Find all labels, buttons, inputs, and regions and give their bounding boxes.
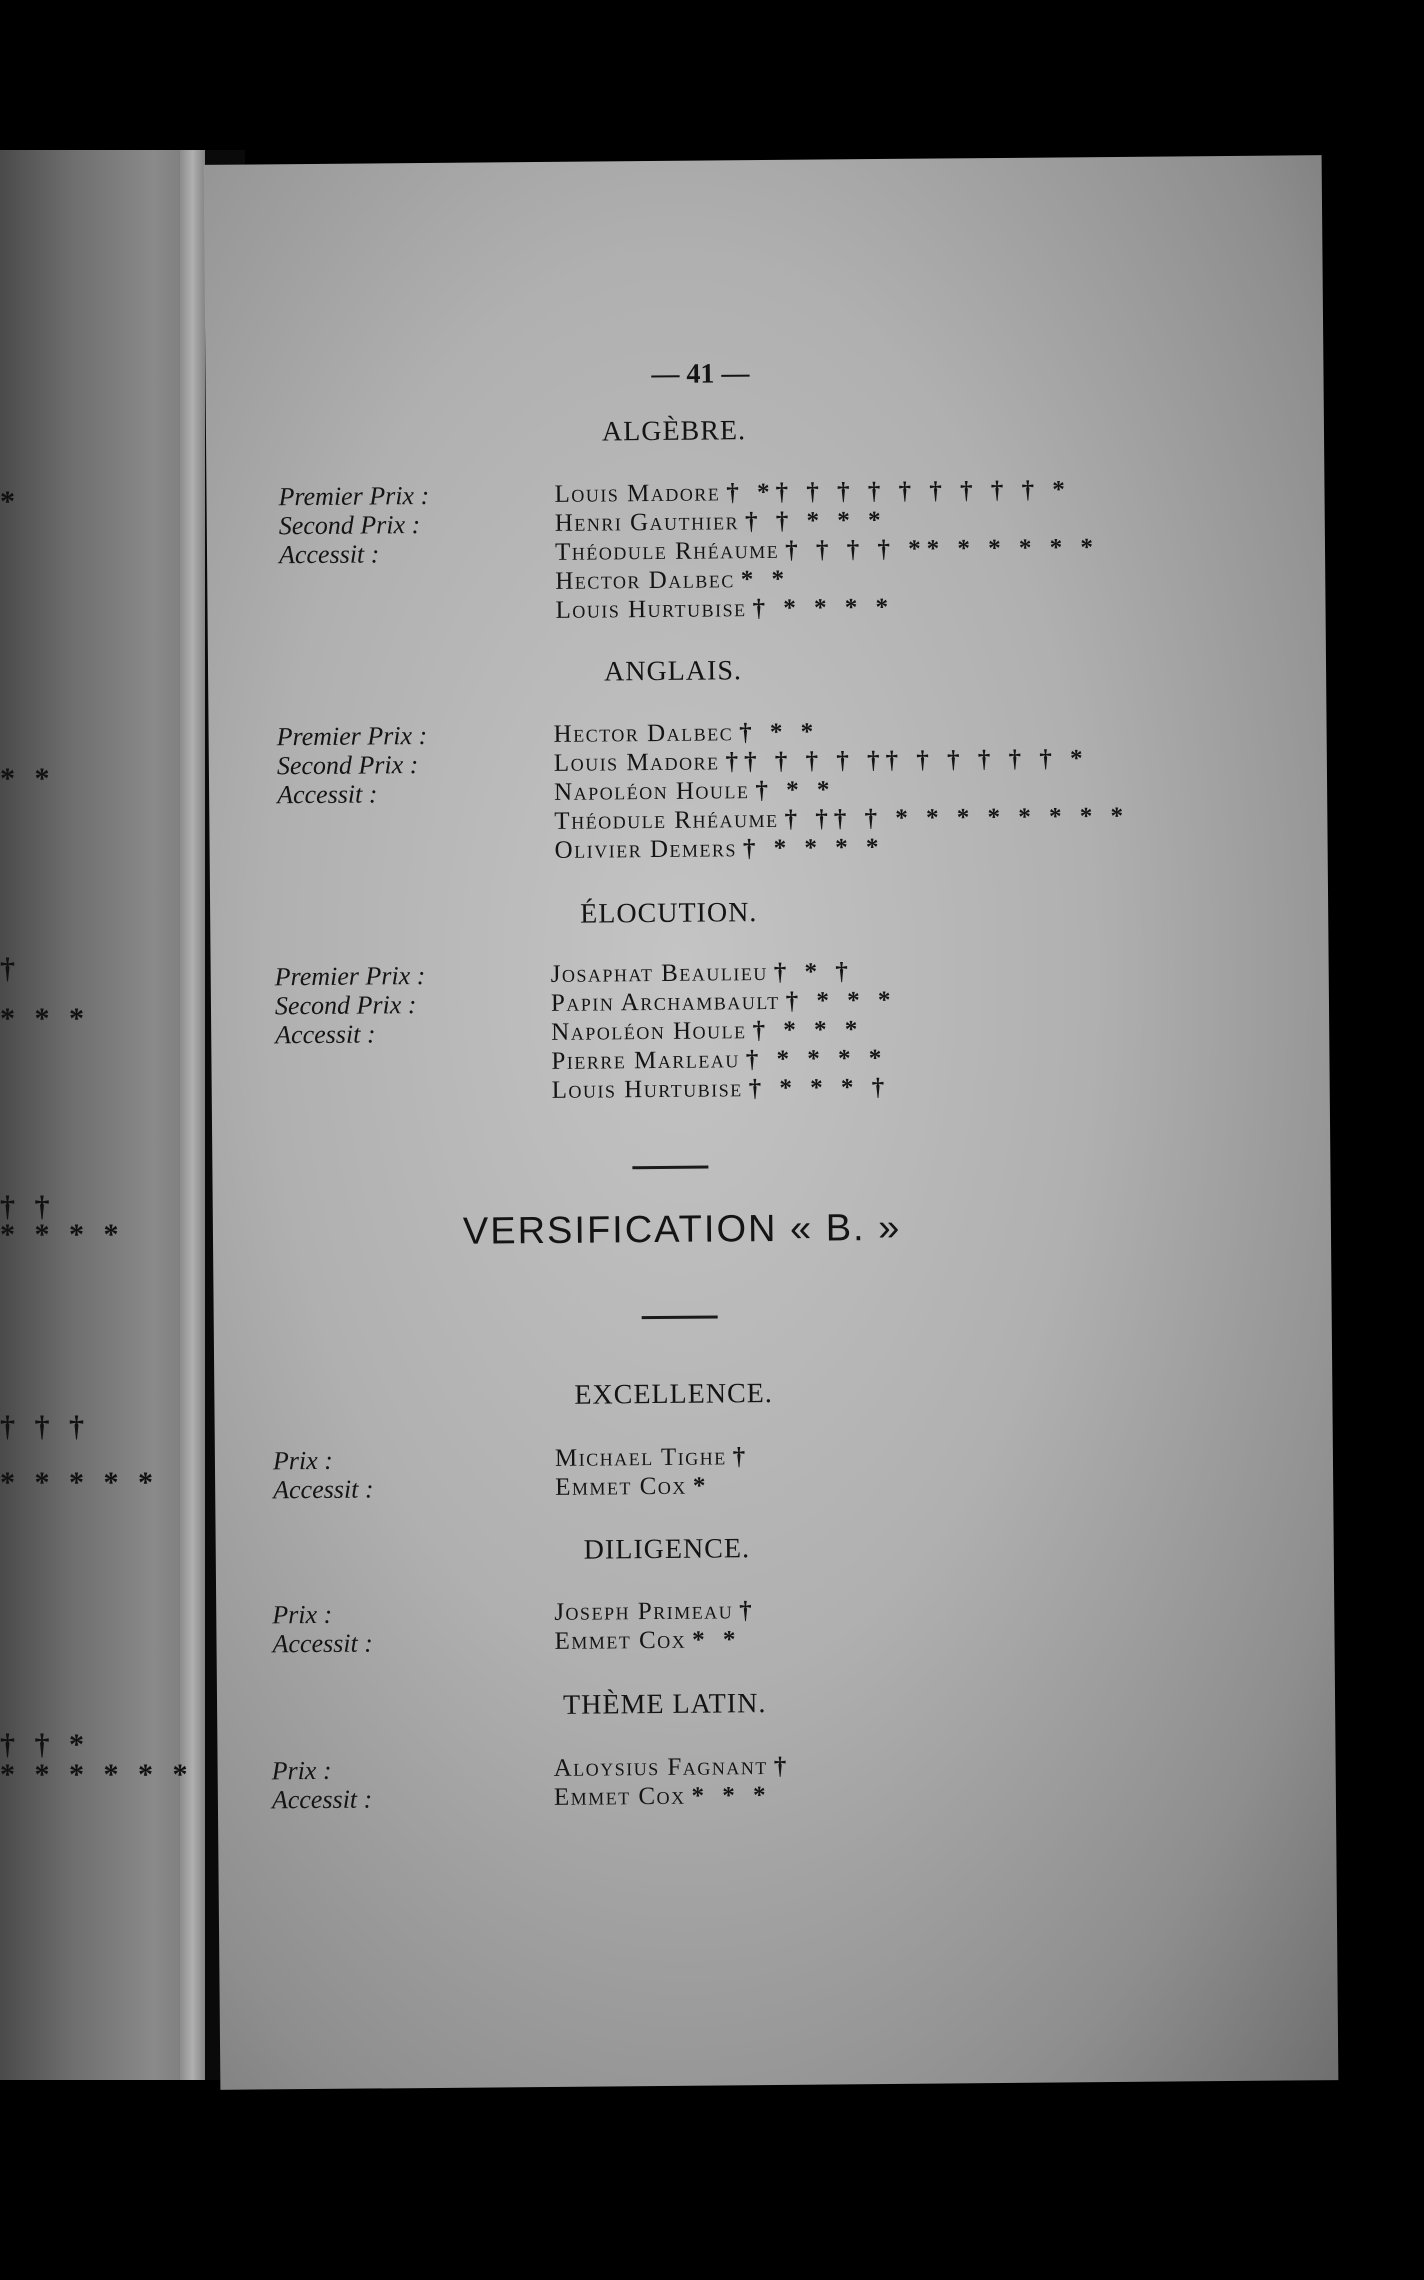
winner-row <box>555 591 1099 625</box>
winner-row <box>554 1752 793 1783</box>
winner-name: Hector Dalbec <box>555 566 735 595</box>
left-fragment-marks: * <box>0 485 21 518</box>
prize-labels <box>278 481 429 569</box>
winner-name: Théodule Rhéaume <box>554 536 780 566</box>
winner-row <box>555 504 1099 538</box>
prize-label: Accessit : <box>273 1474 374 1505</box>
merit-marks: † * * <box>739 718 820 747</box>
section-title-anglais: ANGLAIS. <box>603 655 743 688</box>
merit-marks: † * * <box>755 776 836 805</box>
merit-marks: * <box>692 1472 712 1500</box>
winners-list <box>553 715 1129 865</box>
winner-row <box>554 1781 793 1812</box>
prize-label: Prix : <box>272 1599 333 1630</box>
prize-label: Accessit : <box>272 1628 373 1659</box>
prize-label: Accessit : <box>278 539 380 570</box>
merit-marks: † <box>773 1752 793 1780</box>
prize-label: Premier Prix : <box>276 720 428 752</box>
winner-row <box>554 744 1129 778</box>
winner-name: Joseph Primeau <box>554 1597 734 1626</box>
prize-labels <box>272 1599 373 1658</box>
winner-row <box>555 1442 752 1473</box>
merit-marks: † †† † * * * * * * * * <box>784 802 1130 833</box>
winner-name: Théodule Rhéaume <box>554 805 779 835</box>
merit-marks: † * * * <box>752 1016 864 1045</box>
winner-row <box>554 802 1129 836</box>
left-page-fragment <box>0 150 205 2080</box>
winner-name: Emmet Cox <box>554 1626 687 1655</box>
winner-name: Josaphat Beaulieu <box>550 959 768 988</box>
left-fragment-marks: † † † <box>0 1410 90 1443</box>
winner-name: Louis Hurtubise <box>555 595 747 624</box>
winner-name: Aloysius Fagnant <box>553 1753 768 1782</box>
left-fragment-marks: † † <box>0 1190 56 1223</box>
merit-marks: † * † <box>773 958 854 986</box>
merit-marks: † * * * * <box>752 593 895 623</box>
prize-labels <box>275 961 426 1049</box>
winner-row <box>554 831 1129 865</box>
left-fragment-marks: * * * <box>0 1002 90 1035</box>
main-heading-versification: VERSIFICATION « B. » <box>462 1206 902 1253</box>
merit-marks: † * * * <box>785 986 897 1015</box>
merit-marks: † <box>739 1597 758 1625</box>
merit-marks: † * * * * <box>742 833 885 863</box>
left-fragment-marks: * * * * <box>0 1218 125 1251</box>
prize-label: Accessit : <box>276 779 378 810</box>
winner-name: Pierre Marleau <box>551 1046 740 1075</box>
merit-marks: †† † † † †† † † † † † * <box>725 745 1089 776</box>
winner-row <box>551 1015 897 1047</box>
winner-row <box>555 533 1099 567</box>
winner-name: Michael Tighe <box>554 1443 727 1472</box>
section-title-algebre: ALGÈBRE. <box>601 415 747 448</box>
prize-label: Accessit : <box>275 1019 376 1050</box>
winners-list <box>554 475 1099 625</box>
winners-list <box>554 1752 793 1812</box>
merit-marks: * * <box>740 565 791 594</box>
prize-label: Prix : <box>272 1445 333 1476</box>
winner-row <box>552 1073 898 1105</box>
divider-rule <box>632 1166 708 1170</box>
merit-marks: * * <box>692 1626 742 1654</box>
winner-row <box>554 1596 758 1627</box>
prize-label: Prix : <box>271 1755 332 1786</box>
winners-list <box>554 1596 758 1656</box>
winner-name: Olivier Demers <box>554 835 738 864</box>
winner-name: Papin Archambault <box>550 987 780 1017</box>
merit-marks: † <box>732 1443 752 1471</box>
left-fragment-marks: * * * * * <box>0 1466 159 1499</box>
winner-row <box>554 475 1098 509</box>
winner-row <box>551 957 897 989</box>
section-title-elocution: ÉLOCUTION. <box>580 897 758 930</box>
winner-name: Henri Gauthier <box>554 508 740 537</box>
left-fragment-marks: † <box>0 952 21 985</box>
prize-label: Second Prix : <box>276 750 419 781</box>
prize-labels <box>272 1756 373 1815</box>
prize-label: Premier Prix : <box>274 961 426 992</box>
prize-labels <box>276 721 427 809</box>
winner-name: Emmet Cox <box>553 1782 686 1811</box>
winner-name: Louis Hurtubise <box>551 1075 743 1104</box>
winner-row <box>554 1625 758 1656</box>
prize-label: Second Prix : <box>278 510 421 541</box>
merit-marks: † † * * * <box>744 506 887 536</box>
prize-label: Premier Prix : <box>278 480 430 512</box>
winner-name: Louis Madore <box>553 748 720 777</box>
prize-label: Second Prix : <box>274 990 417 1021</box>
section-title-diligence: DILIGENCE. <box>583 1533 751 1566</box>
page-number: — 41 — <box>651 358 750 391</box>
winners-list <box>551 957 898 1105</box>
merit-marks: † *† † † † † † † † † * <box>726 476 1071 507</box>
winner-row <box>551 1044 897 1076</box>
section-title-theme-latin: THÈME LATIN. <box>562 1688 767 1721</box>
winner-row <box>551 986 897 1018</box>
winner-row <box>555 562 1099 596</box>
winner-name: Louis Madore <box>554 479 721 508</box>
winner-name: Emmet Cox <box>555 1472 687 1501</box>
winner-row <box>555 1471 752 1502</box>
merit-marks: * * * <box>691 1782 772 1810</box>
left-fragment-marks: * * * * * * <box>0 1758 194 1791</box>
merit-marks: † * * * † <box>748 1073 891 1103</box>
prize-labels <box>273 1445 374 1504</box>
document-page <box>204 155 1339 2090</box>
left-fragment-marks: * * <box>0 762 56 795</box>
divider-rule <box>642 1315 718 1319</box>
merit-marks: † † † † ** * * * * * <box>785 534 1100 564</box>
prize-label: Accessit : <box>271 1784 373 1815</box>
winners-list <box>555 1442 752 1502</box>
merit-marks: † * * * * <box>745 1044 888 1074</box>
winner-name: Napoléon Houle <box>553 777 750 806</box>
winner-name: Napoléon Houle <box>551 1017 747 1046</box>
section-title-excellence: EXCELLENCE. <box>574 1377 773 1411</box>
winner-name: Hector Dalbec <box>553 719 734 748</box>
left-fragment-marks: † † * <box>0 1728 90 1761</box>
